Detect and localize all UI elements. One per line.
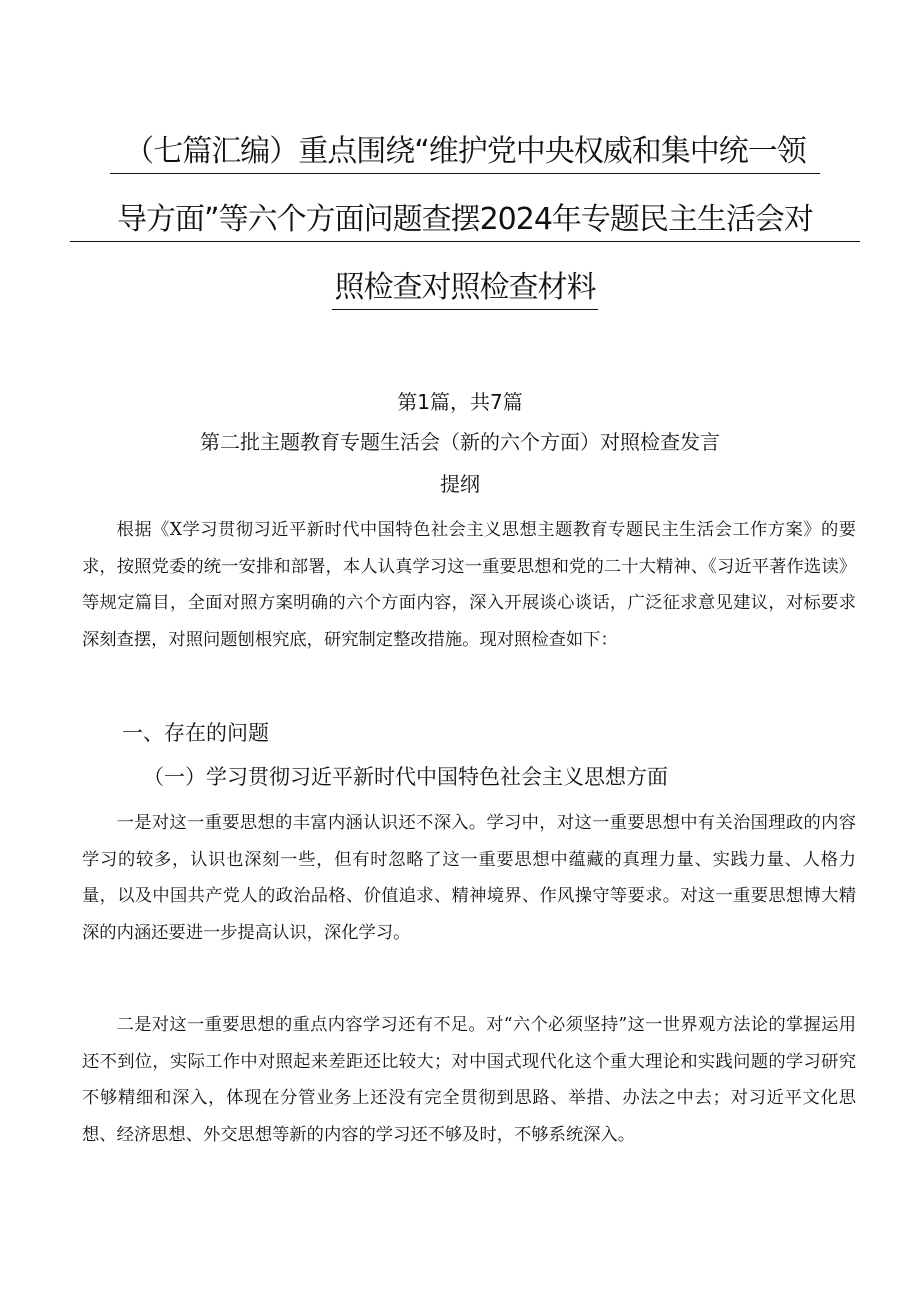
title-line-2: 导方面”等六个方面问题查摆2024年专题民主生活会对	[70, 201, 860, 242]
title-line-3: 照检查对照检查材料	[332, 269, 598, 310]
body-paragraph-point-1: 一是对这一重要思想的丰富内涵认识还不深入。学习中，对这一重要思想中有关治国理政的内容学习的较多，认识也深刻一些，但有时忽略了这一重要思想中蕴藏的真理力量、实践力量、人格力量，以及中国共产党人的政治品格、价值追求、精神境界、作风操守等要求。对这一重要思想博大精深的内涵还要进一步提高认识，深化学习。	[82, 813, 856, 943]
subtitle-line-1: 第二批主题教育专题生活会（新的六个方面）对照检查发言	[200, 430, 720, 454]
subsection-heading: （一）学习贯彻习近平新时代中国特色社会主义思想方面	[143, 765, 668, 789]
title-line-1: （七篇汇编）重点围绕“维护党中央权威和集中统一领	[110, 133, 820, 174]
body-paragraph-point-2: 二是对这一重要思想的重点内容学习还有不足。对“六个必须坚持”这一世界观方法论的掌握运用还不到位，实际工作中对照起来差距还比较大；对中国式现代化这个重大理论和实践问题的学习研究不够精细和深入，体现在分管业务上还没有完全贯彻到思路、举措、办法之中去；对习近平文化思想、经济思想、外交思想等新的内容的学习还不够及时，不够系统深入。	[82, 1015, 856, 1145]
document-title	[70, 133, 860, 310]
body-paragraph-intro: 根据《X学习贯彻习近平新时代中国特色社会主义思想主题教育专题民主生活会工作方案》的要求，按照党委的统一安排和部署，本人认真学习这一重要思想和党的二十大精神、《习近平著作选读》等规定篇目，全面对照方案明确的六个方面内容，深入开展谈心谈话，广泛征求意见建议，对标要求深刻查摆，对照问题刨根究底，研究制定整改措施。现对照检查如下：	[82, 520, 856, 650]
subtitle-line-2: 提纲	[440, 472, 480, 496]
section-heading: 一、存在的问题	[122, 721, 269, 745]
part-label: 第1篇，共7篇	[397, 390, 523, 414]
